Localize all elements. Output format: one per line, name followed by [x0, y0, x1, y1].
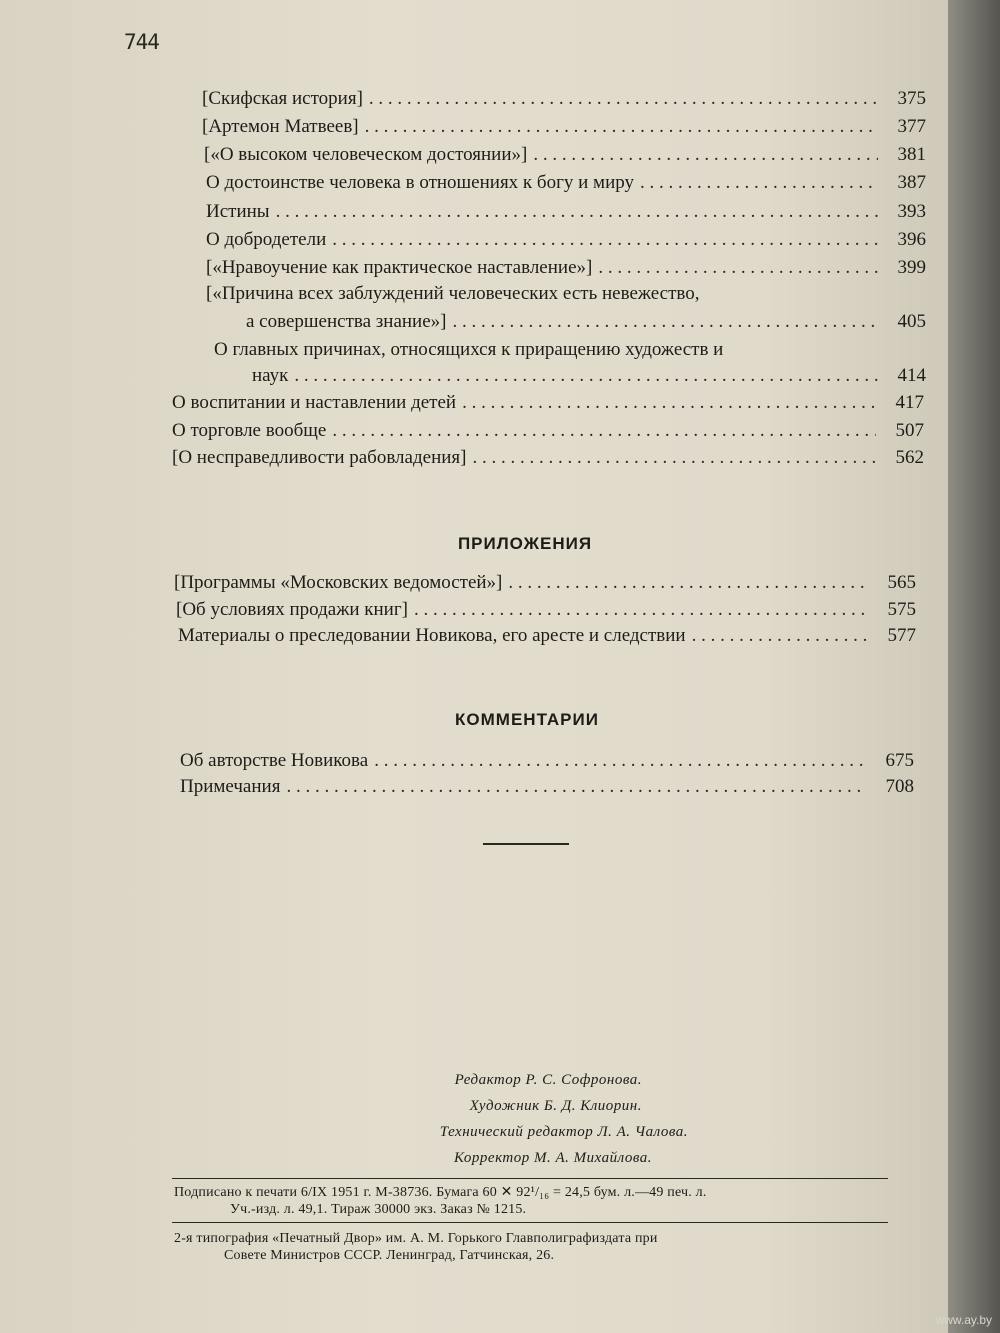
toc-entry-title: О добродетели [206, 229, 327, 250]
toc-entry [180, 775, 914, 799]
toc-entry-title: [«Нравоучение как практическое наставление»] [206, 257, 593, 278]
toc-entry [176, 598, 916, 622]
toc-entry-title: О торговле вообще [172, 420, 327, 441]
toc-entry [246, 310, 926, 334]
toc-entry [172, 446, 924, 470]
toc-entry-page: 507 [895, 420, 924, 441]
toc-entry-page: 417 [895, 392, 924, 413]
toc-entry-page: 399 [897, 257, 926, 278]
toc-entry [206, 200, 926, 224]
toc-entry [202, 87, 926, 111]
credit-editor: Редактор Р. С. Софронова. [454, 1072, 642, 1088]
toc-entry [202, 115, 926, 139]
toc-entry-title: Истины [206, 201, 270, 222]
toc-entry-page: 562 [895, 447, 924, 468]
toc-entry-title: Материалы о преследовании Новикова, его аресте и следствии [178, 625, 686, 646]
toc-entry-title: [Скифская история] [202, 88, 363, 109]
printer-line: 2-я типография «Печатный Двор» им. А. М. Горького Главполиграфиздата при [174, 1231, 658, 1246]
toc-entry-title: [Артемон Матвеев] [202, 116, 359, 137]
toc-entry-page: 377 [897, 116, 926, 137]
toc-entry [174, 571, 916, 595]
page-edge-shadow [948, 0, 1000, 1333]
toc-entry [178, 624, 916, 648]
toc-entry-title: [«О высоком человеческом достоянии»] [204, 144, 528, 165]
toc-entry-page: 708 [885, 776, 914, 797]
toc-entry-title-cont: наук [252, 365, 289, 386]
credit-proofreader: Корректор М. А. Михайлова. [454, 1150, 652, 1166]
toc-entry [252, 364, 926, 388]
credit-artist: Художник Б. Д. Клиорин. [469, 1098, 642, 1114]
toc-entry [172, 419, 924, 443]
toc-entry [206, 171, 926, 195]
toc-entry [206, 228, 926, 252]
toc-entry-title: Об авторстве Новикова [180, 750, 369, 771]
toc-entry-page: 375 [897, 88, 926, 109]
imprint-rule-top [172, 1178, 888, 1179]
imprint-line: Уч.-изд. л. 49,1. Тираж 30000 экз. Заказ № 1215. [230, 1202, 527, 1217]
toc-entry [180, 749, 914, 773]
toc-entry-title: [«Причина всех заблуждений человеческих есть невежество, [206, 283, 700, 304]
imprint-line: Подписано к печати 6/IX 1951 г. М-38736. Бумага 60 ✕ 92¹/₁₆ = 24,5 бум. л.—49 печ. л. [174, 1185, 707, 1200]
toc-entry [206, 256, 926, 280]
toc-entry-title: О главных причинах, относящихся к приращению художеств и [214, 339, 724, 360]
credit-tech-editor: Технический редактор Л. А. Чалова. [439, 1124, 688, 1140]
appendices-heading: ПРИЛОЖЕНИЯ [457, 534, 593, 553]
toc-entry-page: 414 [897, 365, 926, 386]
toc-entry-page: 405 [897, 311, 926, 332]
toc-entry-page: 575 [887, 599, 916, 620]
commentary-heading: КОММЕНТАРИИ [455, 710, 599, 729]
toc-entry-title: О воспитании и наставлении детей [172, 392, 457, 413]
toc-entry-page: 565 [887, 572, 916, 593]
toc-entry-page: 675 [885, 750, 914, 771]
toc-entry-title: [О несправедливости рабовладения] [172, 447, 467, 468]
section-divider [483, 843, 569, 845]
toc-entry-page: 387 [897, 172, 926, 193]
toc-entry-page: 393 [897, 201, 926, 222]
page-number: 744 [124, 30, 159, 54]
toc-entry-title: [Программы «Московских ведомостей»] [174, 572, 503, 593]
toc-entry-page: 396 [897, 229, 926, 250]
toc-entry [172, 391, 924, 415]
toc-entry [204, 143, 926, 167]
toc-entry-title: Примечания [180, 776, 281, 797]
toc-entry-page: 577 [887, 625, 916, 646]
toc-entry-title-cont: а совершенства знание»] [246, 311, 447, 332]
toc-entry-page: 381 [897, 144, 926, 165]
toc-entry-title: [Об условиях продажи книг] [176, 599, 408, 620]
toc-entry-title: О достоинстве человека в отношениях к богу и миру [206, 172, 634, 193]
printer-line: Совете Министров СССР. Ленинград, Гатчинская, 26. [224, 1248, 555, 1263]
imprint-rule-bottom [172, 1222, 888, 1223]
watermark: www.ay.by [935, 1313, 992, 1327]
